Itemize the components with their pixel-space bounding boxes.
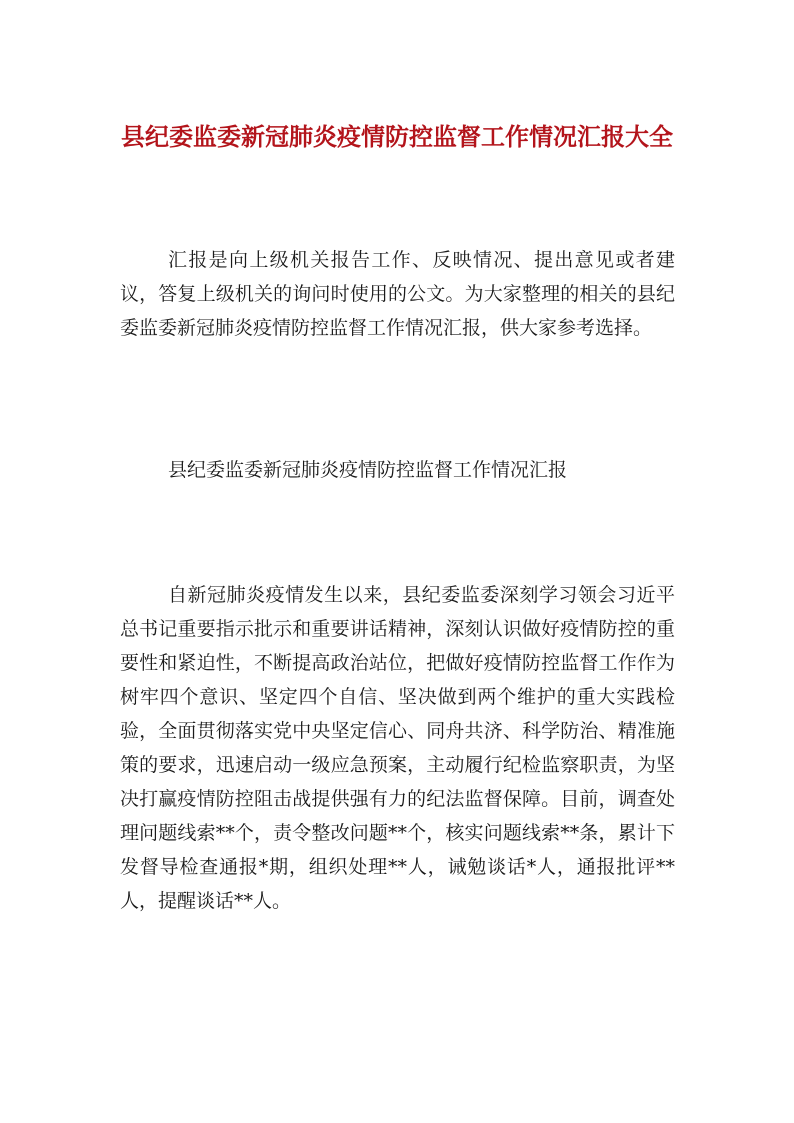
intro-paragraph: 汇报是向上级机关报告工作、反映情况、提出意见或者建议，答复上级机关的询问时使用的公文。为大家整理的相关的县纪委监委新冠肺炎疫情防控监督工作情况汇报，供大家参考选择。: [120, 249, 675, 339]
report-subtitle: 县纪委监委新冠肺炎疫情防控监督工作情况汇报: [168, 459, 568, 481]
document-title: 县纪委监委新冠肺炎疫情防控监督工作情况汇报大全: [121, 122, 673, 152]
report-body-paragraph: 自新冠肺炎疫情发生以来，县纪委监委深刻学习领会习近平总书记重要指示批示和重要讲话精神，深刻认识做好疫情防控的重要性和紧迫性，不断提高政治站位，把做好疫情防控监督工作作为树牢四个意识、坚定四个自信、坚决做到两个维护的重大实践检验，全面贯彻落实党中央坚定信心、同舟共济、科学防治、精准施策的要求，迅速启动一级应急预案，主动履行纪检监察职责，为坚决打赢疫情防控阻击战提供强有力的纪法监督保障。目前，调查处理问题线索**个，责令整改问题**个，核实问题线索**条，累计下发督导检查通报*期，组织处理**人，诫勉谈话*人，通报批评**人，提醒谈话**人。: [120, 584, 675, 912]
